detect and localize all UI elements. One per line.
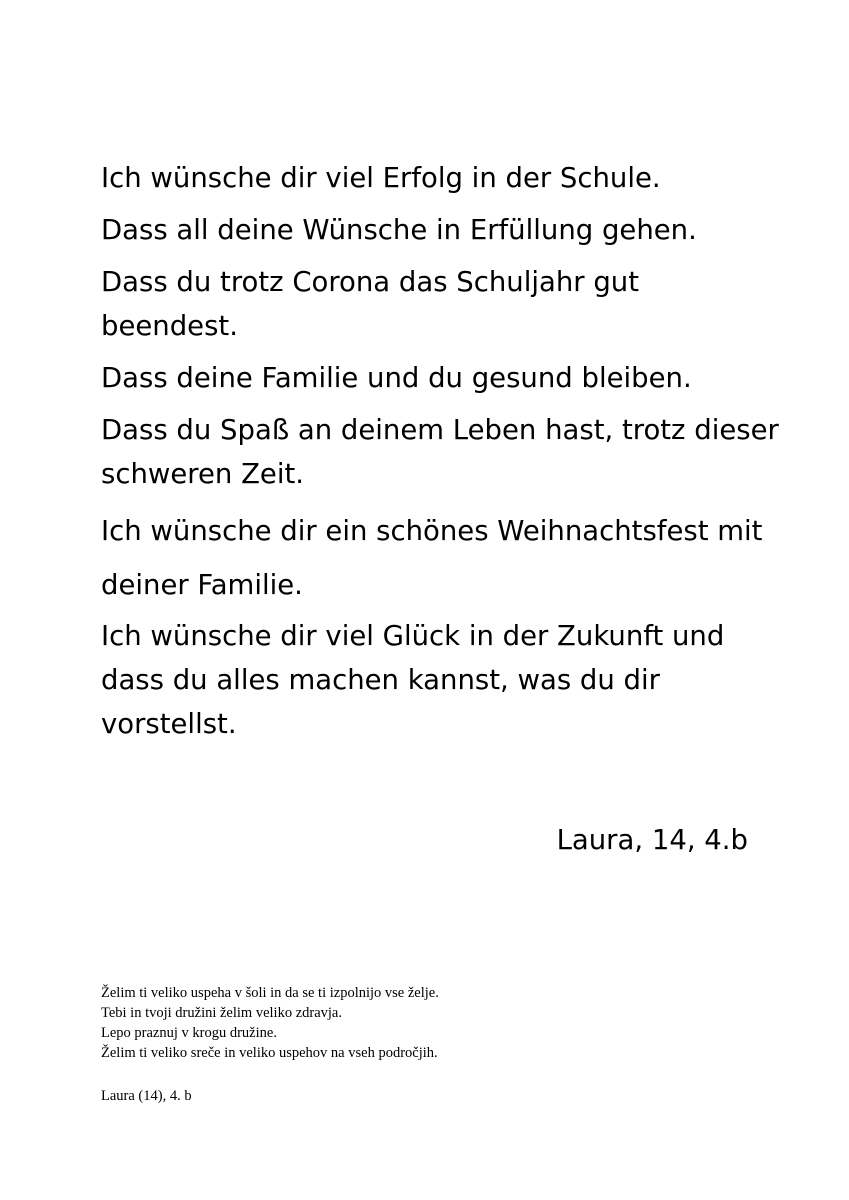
german-signature: Laura, 14, 4.b xyxy=(556,824,748,856)
slovenian-wish: Želim ti veliko uspeha v šoli in da se ti izpolnijo vse želje. xyxy=(101,985,439,1001)
german-wish: Dass du Spaß an deinem Leben hast, trotz dieser schweren Zeit. xyxy=(101,414,779,490)
slovenian-wish: Lepo praznuj v krogu družine. xyxy=(101,1025,277,1041)
slovenian-signature: Laura (14), 4. b xyxy=(101,1088,192,1104)
slovenian-wishes xyxy=(101,983,701,1063)
slovenian-wish: Tebi in tvoji družini želim veliko zdravja. xyxy=(101,1005,342,1021)
german-wish: Ich wünsche dir ein schönes Weihnachtsfest mit deiner Familie. xyxy=(101,515,763,601)
german-wish: Dass du trotz Corona das Schuljahr gut beendest. xyxy=(101,266,639,342)
german-wishes xyxy=(101,156,801,746)
german-wish: Ich wünsche dir viel Erfolg in der Schule. xyxy=(101,162,661,194)
german-wish: Ich wünsche dir viel Glück in der Zukunft und dass du alles machen kannst, was du dir vorstellst. xyxy=(101,620,725,740)
german-wish: Dass deine Familie und du gesund bleiben. xyxy=(101,362,692,394)
german-wish: Dass all deine Wünsche in Erfüllung gehen. xyxy=(101,214,697,246)
slovenian-wish: Želim ti veliko sreče in veliko uspehov na vseh področjih. xyxy=(101,1045,438,1061)
